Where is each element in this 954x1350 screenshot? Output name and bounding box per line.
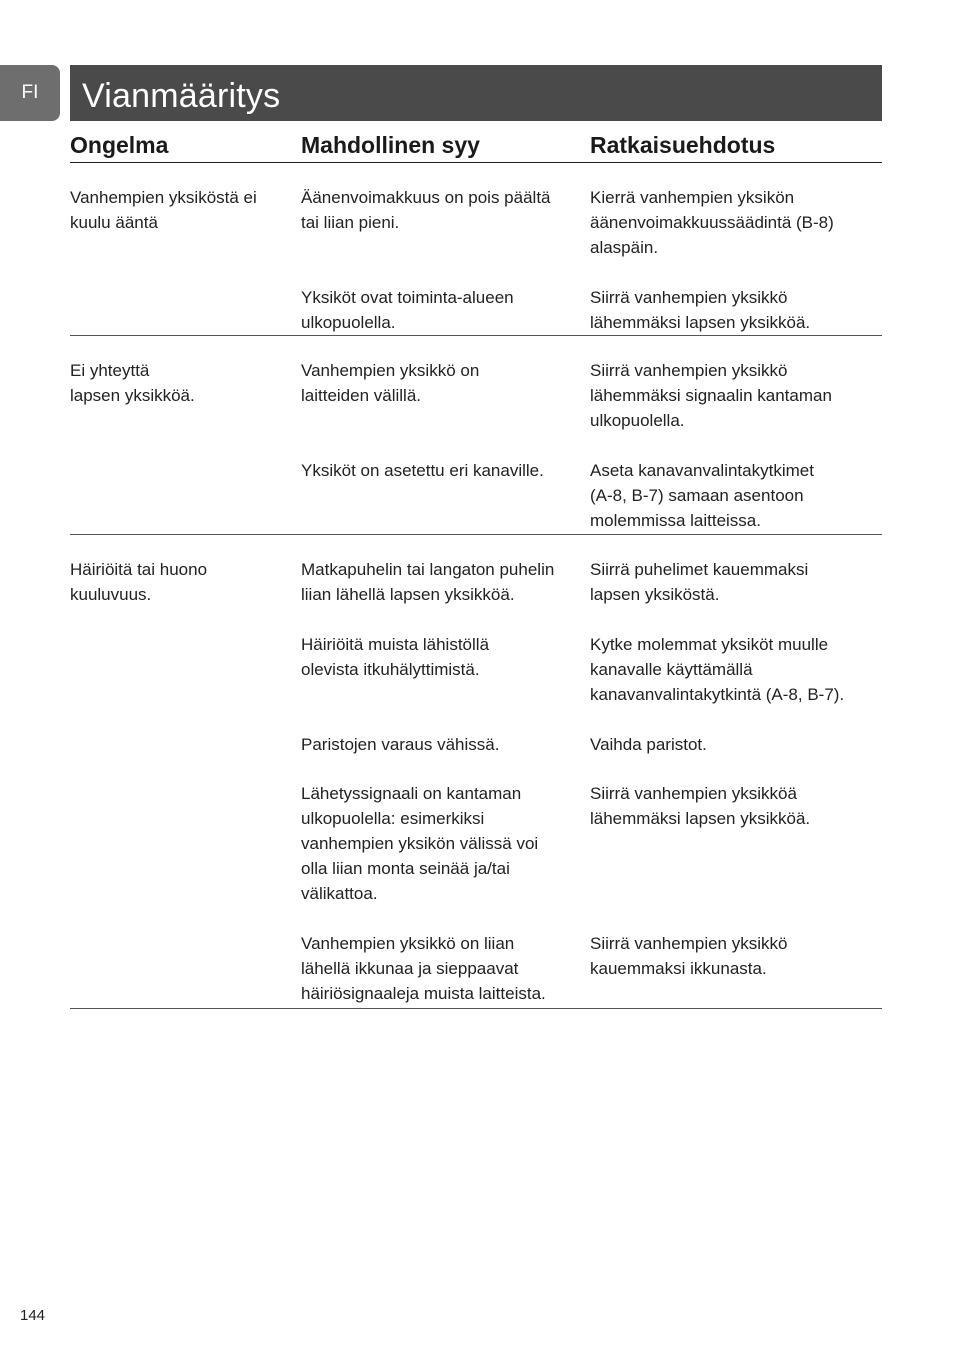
table-row <box>301 781 882 931</box>
table-row <box>301 358 882 458</box>
table-header <box>70 124 882 163</box>
problem-cell: Häiriöitä tai huono kuuluvuus. <box>70 560 208 604</box>
page-number: 144 <box>20 1307 46 1324</box>
solution-cell: Kytke molemmat yksiköt muulle kanavalle käyttämällä kanavanvalintakytkintä (A-8, B-7). <box>590 635 845 704</box>
table-group <box>70 163 882 336</box>
solution-cell: Siirrä vanhempien yksikkö kauemmaksi ikkunasta. <box>590 934 788 978</box>
cause-cell: Paristojen varaus vähissä. <box>301 735 500 754</box>
cause-cell: Häiriöitä muista lähistöllä olevista itkuhälyttimistä. <box>301 635 490 679</box>
cause-cell: Äänenvoimakkuus on pois päältä tai liian pieni. <box>301 188 551 232</box>
cause-cell: Lähetyssignaali on kantaman ulkopuolella: esimerkiksi vanhempien yksikön välissä voi olla liian monta seinää ja/tai välikattoa. <box>301 784 539 903</box>
table-row <box>301 732 882 781</box>
header-problem: Ongelma <box>70 132 169 158</box>
cause-cell: Matkapuhelin tai langaton puhelin liian lähellä lapsen yksikköä. <box>301 560 555 604</box>
solution-cell: Kierrä vanhempien yksikön äänenvoimakkuussäädintä (B-8) alaspäin. <box>590 188 834 257</box>
header-cause: Mahdollinen syy <box>301 132 480 158</box>
solution-cell: Siirrä vanhempien yksikköä lähemmäksi lapsen yksikköä. <box>590 784 811 828</box>
solution-cell: Siirrä puhelimet kauemmaksi lapsen yksiköstä. <box>590 560 809 604</box>
table-group <box>70 336 882 535</box>
solution-cell: Siirrä vanhempien yksikkö lähemmäksi signaalin kantaman ulkopuolella. <box>590 361 832 430</box>
troubleshooting-table <box>70 124 882 1009</box>
table-row <box>301 285 882 335</box>
problem-cell: Ei yhteyttä lapsen yksikköä. <box>70 361 195 405</box>
title-bar <box>70 65 882 121</box>
cause-cell: Yksiköt on asetettu eri kanaville. <box>301 461 544 480</box>
solution-cell: Siirrä vanhempien yksikkö lähemmäksi lapsen yksikköä. <box>590 288 811 332</box>
table-row <box>301 931 882 1006</box>
table-row <box>301 458 882 533</box>
solution-cell: Vaihda paristot. <box>590 735 707 754</box>
solution-cell: Aseta kanavanvalintakytkimet (A-8, B-7) samaan asentoon molemmissa laitteissa. <box>590 461 814 530</box>
page-title: Vianmääritys <box>82 77 281 115</box>
problem-cell: Vanhempien yksiköstä ei kuulu ääntä <box>70 188 257 232</box>
table-row <box>301 632 882 732</box>
table-row <box>301 185 882 285</box>
language-tab: FI <box>0 65 60 121</box>
table-group <box>70 535 882 1009</box>
table-row <box>301 557 882 632</box>
cause-cell: Vanhempien yksikkö on liian lähellä ikkunaa ja sieppaavat häiriösignaaleja muista laitteista. <box>301 934 546 1003</box>
cause-cell: Vanhempien yksikkö on laitteiden välillä. <box>301 361 480 405</box>
header-solution: Ratkaisuehdotus <box>590 132 776 158</box>
cause-cell: Yksiköt ovat toiminta-alueen ulkopuolella. <box>301 288 514 332</box>
